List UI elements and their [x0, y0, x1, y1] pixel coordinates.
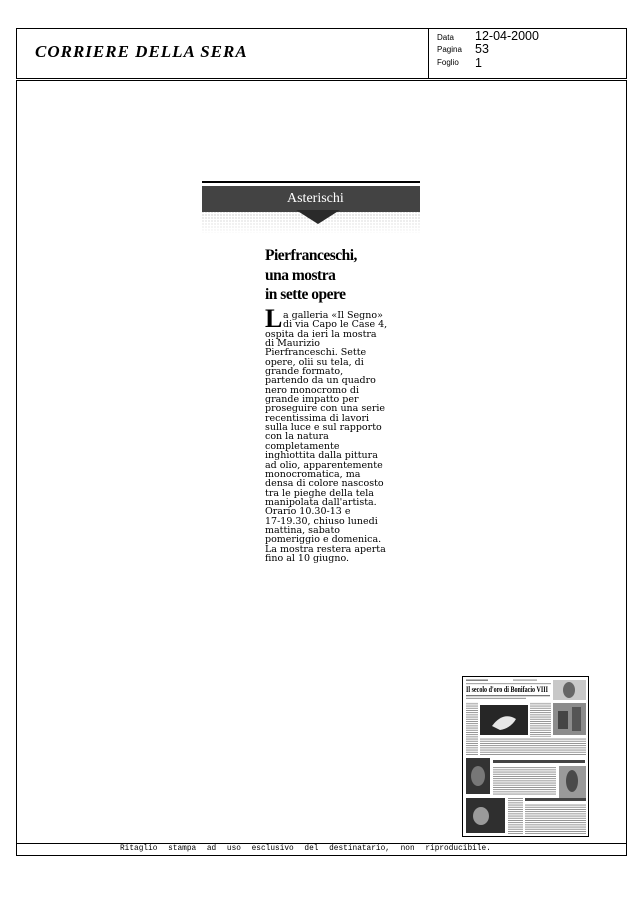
body-line: fino al 10 giugno.	[265, 552, 350, 564]
thumbnail-photo	[553, 680, 586, 700]
body-line: partendo da un quadro	[265, 375, 376, 387]
thumbnail-headline-bar	[525, 798, 586, 801]
body-line: di via Capo le Case 4,	[283, 319, 388, 331]
newspaper-masthead: CORRIERE DELLA SERA	[35, 42, 248, 61]
meta-value-page: 53	[475, 42, 489, 56]
meta-value-date: 12-04-2000	[475, 29, 539, 43]
drop-cap: L	[265, 304, 283, 333]
body-line: tra le pieghe della tela	[265, 487, 374, 499]
body-line: a galleria «Il Segno»	[283, 310, 383, 321]
body-line: Orario 10.30-13 e	[265, 506, 351, 518]
body-line: completamente	[265, 440, 340, 452]
thumbnail-photo	[559, 766, 586, 800]
thumbnail-photo	[480, 705, 528, 735]
meta-label-date: Data	[437, 33, 454, 42]
body-line: monocromatica, ma	[265, 468, 361, 480]
body-line: ospita da ieri la mostra	[265, 328, 377, 340]
body-line: grande impatto per	[265, 394, 359, 406]
body-line: sulla luce e sul rapporto	[265, 422, 382, 434]
thumbnail-headline: Il secolo d'oro di Bonifacio VIII	[466, 684, 549, 694]
article-body	[265, 311, 387, 563]
title-line: una mostra	[265, 266, 336, 284]
title-line: Pierfranceschi,	[265, 247, 357, 264]
body-line: ad olio, apparentemente	[265, 459, 383, 471]
body-line: Pierfranceschi. Sette	[265, 347, 367, 359]
body-line: pomeriggio e domenica.	[265, 534, 382, 546]
body-line: di Maurizio	[265, 338, 320, 350]
body-line: manipolata dall'artista.	[265, 496, 377, 508]
thumbnail-subheading	[466, 695, 550, 699]
meta-value-sheet: 1	[475, 56, 482, 70]
thumbnail-photo	[553, 703, 586, 735]
meta-label-sheet: Foglio	[437, 58, 459, 67]
meta-label-page: Pagina	[437, 45, 462, 54]
body-line: grande formato,	[265, 366, 344, 378]
body-line: La mostra restera aperta	[265, 543, 386, 555]
article-title	[265, 246, 357, 305]
body-line: opere, olii su tela, di	[265, 356, 364, 368]
thumbnail-photo	[466, 758, 490, 794]
section-label: Asterischi	[287, 191, 344, 206]
footer-notice: Ritaglio stampa ad uso esclusivo del destinatario, non riproducibile.	[120, 845, 491, 853]
body-line: densa di colore nascosto	[265, 478, 384, 490]
section-top-rule	[202, 181, 420, 183]
thumbnail-photo	[466, 798, 505, 833]
body-line: con la natura	[265, 431, 329, 443]
body-line: proseguire con una serie	[265, 403, 386, 415]
header-divider	[428, 28, 429, 79]
body-line: mattina, sabato	[265, 524, 340, 536]
title-line: in sette opere	[265, 286, 346, 303]
body-line: 17-19.30, chiuso lunedi	[265, 515, 378, 527]
page-thumbnail	[462, 676, 589, 837]
body-line: nero monocromo di	[265, 384, 360, 396]
body-line: inghiottita dalla pittura	[265, 450, 378, 462]
thumbnail-headline-bar	[493, 760, 585, 763]
body-line: recentissima di lavori	[265, 412, 370, 424]
